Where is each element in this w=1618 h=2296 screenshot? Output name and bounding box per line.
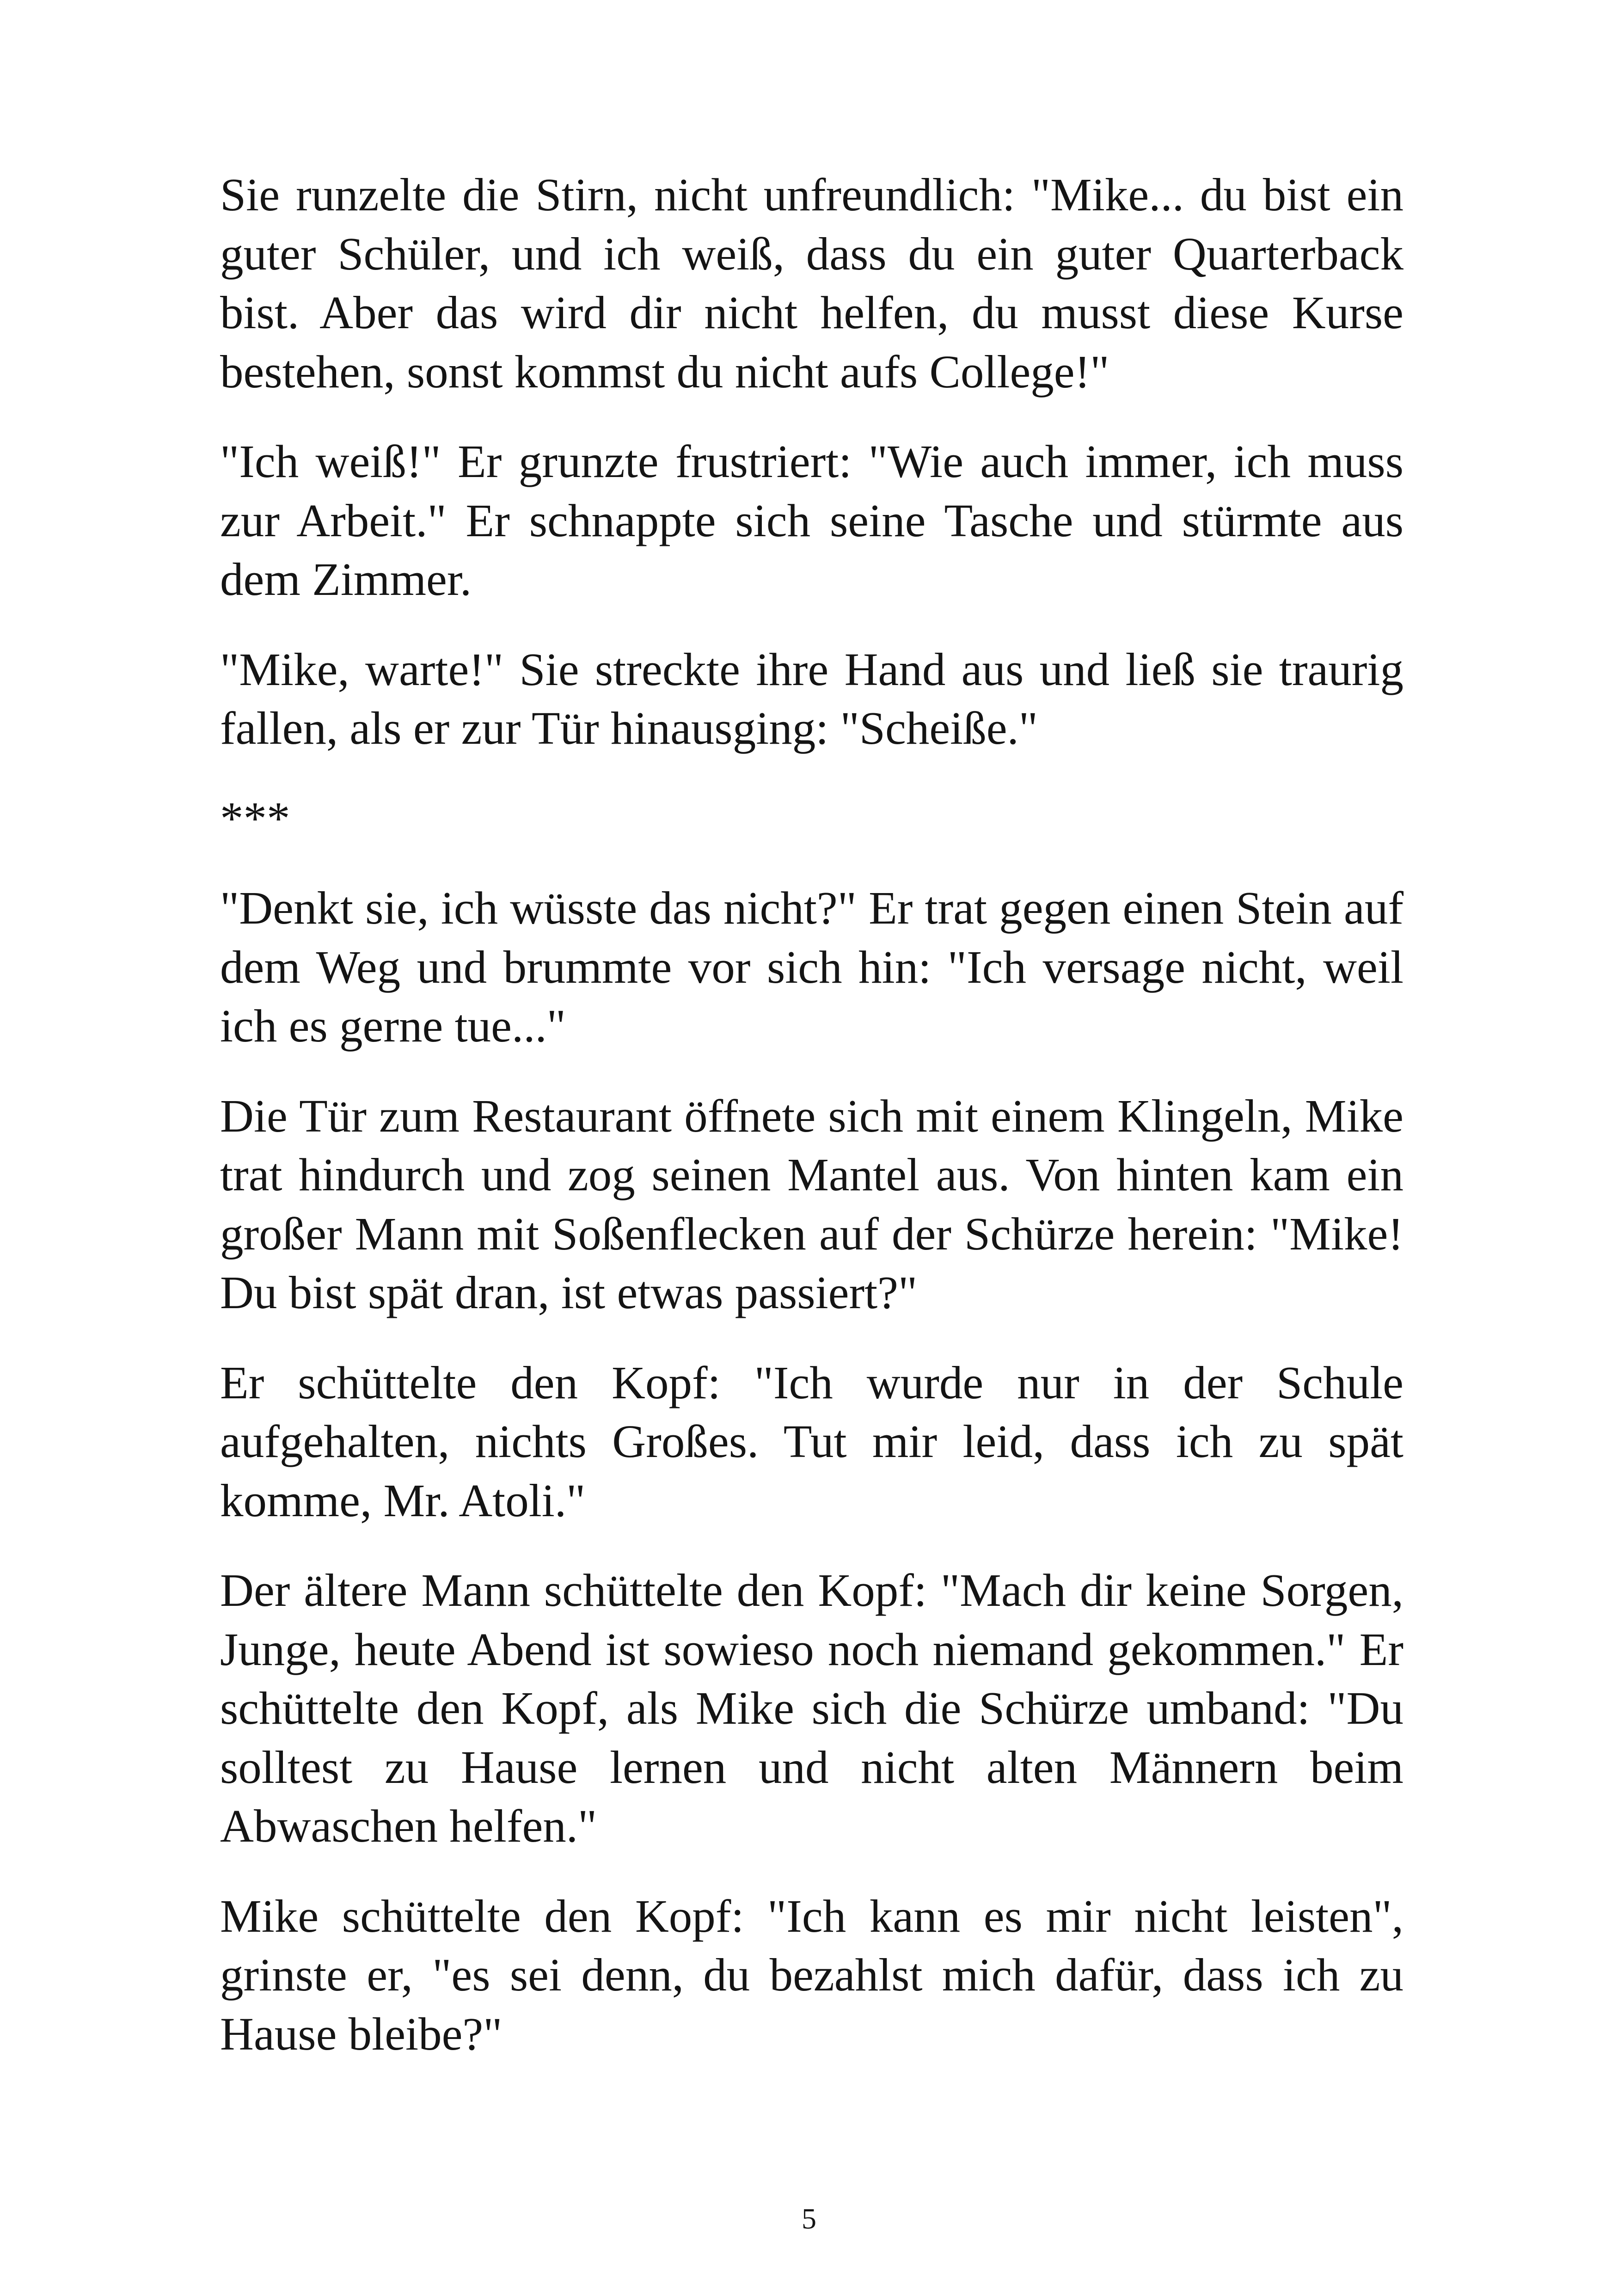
paragraph: Sie runzelte die Stirn, nicht unfreundlich: "Mike... du bist ein guter Schüler, und ich weiß, dass du ein guter Quarterback bist. Aber das wird dir nicht helfen, du musst diese Kurse bestehen, sonst kommst du nicht aufs College!" [220,169,1403,398]
paragraph: Die Tür zum Restaurant öffnete sich mit einem Klingeln, Mike trat hindurch und zog seinen Mantel aus. Von hinten kam ein großer Mann mit Soßenflecken auf der Schürze herein: "Mike! Du bist spät dran, ist etwas passiert?" [220,1090,1403,1318]
paragraph: Mike schüttelte den Kopf: "Ich kann es mir nicht leisten", grinste er, "es sei denn, du bezahlst mich dafür, dass ich zu Hause bleibe?" [220,1890,1403,2060]
page-number: 5 [802,2202,816,2235]
paragraph: Er schüttelte den Kopf: "Ich wurde nur in der Schule aufgehalten, nichts Großes. Tut mir leid, dass ich zu spät komme, Mr. Atoli." [220,1356,1403,1526]
paragraph: "Mike, warte!" Sie streckte ihre Hand aus und ließ sie traurig fallen, als er zur Tür hinausging: "Scheiße." [220,643,1403,754]
paragraph: "Ich weiß!" Er grunzte frustriert: "Wie auch immer, ich muss zur Arbeit." Er schnappte sich seine Tasche und stürmte aus dem Zimmer. [220,435,1403,605]
paragraph: "Denkt sie, ich wüsste das nicht?" Er trat gegen einen Stein auf dem Weg und brummte vor sich hin: "Ich versage nicht, weil ich es gerne tue..." [220,882,1403,1052]
scene-break: *** [220,792,290,844]
paragraph: Der ältere Mann schüttelte den Kopf: "Mach dir keine Sorgen, Junge, heute Abend ist sowieso noch niemand gekommen." Er schüttelte den Kopf, als Mike sich die Schürze umband: "Du solltest zu Hause lernen und nicht alten Männern beim Abwaschen helfen." [220,1564,1403,1852]
body-text [220,165,1403,2063]
